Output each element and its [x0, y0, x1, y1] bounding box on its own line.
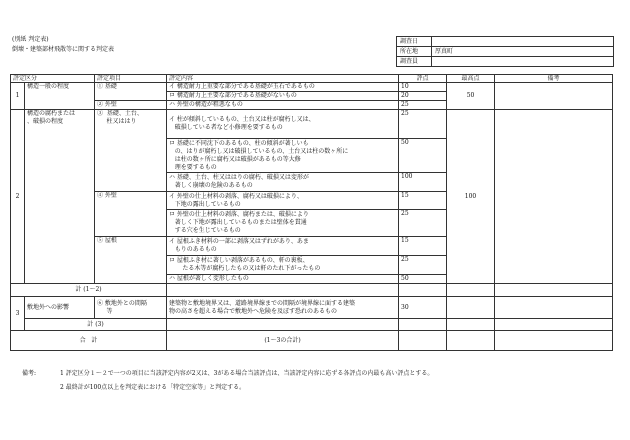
- total-label: 合 計: [11, 331, 167, 351]
- total-remarks[interactable]: [495, 331, 613, 351]
- header-score: 評点: [399, 75, 447, 83]
- header-row: [11, 75, 613, 83]
- section-number: 3: [11, 297, 25, 331]
- survey-info-table: [396, 36, 614, 67]
- section-number: 1: [11, 83, 25, 110]
- content-cell: イ 外壁の仕上材料の剥落、腐朽又は破損により、 下地の露出しているもの: [167, 192, 399, 210]
- survey-row-inspector: [397, 57, 614, 67]
- score-cell[interactable]: 10: [399, 83, 447, 92]
- content-cell: ロ 基礎に不同沈下のあるもの、柱の傾斜が著しいも の、はりが腐朽し又は破損しているもの、土台又は柱の数ヶ所に は柱の数ヶ所に腐朽又は破損があるもの等大修 理を要するもの: [167, 139, 399, 173]
- header-remarks: 備考: [495, 75, 613, 83]
- score-cell[interactable]: 25: [399, 210, 447, 237]
- subtotal-label: 計 (1～2): [11, 284, 167, 297]
- subtotal-max: [447, 319, 495, 331]
- remarks-cell[interactable]: [495, 297, 613, 319]
- score-cell[interactable]: 30: [399, 297, 447, 319]
- category-cell: 構造一般の程度: [25, 83, 95, 110]
- score-cell[interactable]: 100: [399, 173, 447, 192]
- item-cell: ⑥ 敷地外との間隔 等: [95, 297, 167, 319]
- max-score-cell: 50: [447, 83, 495, 110]
- content-cell: イ 構造耐力上重要な部分である基礎が玉石であるもの: [167, 83, 399, 92]
- score-cell[interactable]: 25: [399, 110, 447, 139]
- subtotal-content: [167, 284, 399, 297]
- survey-date-value[interactable]: [432, 37, 614, 47]
- score-cell[interactable]: 15: [399, 192, 447, 210]
- category-cell: 構造の腐朽または 、破損の程度: [25, 110, 95, 284]
- survey-inspector-label: 調査員: [397, 57, 432, 67]
- item-cell: ② 外壁: [95, 101, 167, 110]
- header-max: 最高点: [447, 75, 495, 83]
- survey-inspector-value[interactable]: [432, 57, 614, 67]
- subtotal-row: [11, 319, 613, 331]
- remarks-cell[interactable]: [495, 83, 613, 110]
- content-cell: ハ 基礎、土台、柱又ははりの腐朽、破損又は変形が 著しく崩壊の危険のあるもの: [167, 173, 399, 192]
- content-cell: ハ 外壁の構造が粗悪なもの: [167, 101, 399, 110]
- note-2: 2 最終計が100点以上を判定表における「特定空家等」と判定する。: [60, 384, 246, 391]
- content-cell: ロ 構造耐力上主要な部分である基礎がないもの: [167, 92, 399, 101]
- survey-location-label: 所在地: [397, 47, 432, 57]
- total-max: [447, 331, 495, 351]
- total-row: [11, 331, 613, 351]
- total-note: (1～3の合計): [167, 331, 399, 351]
- subtotal-content: [167, 319, 399, 331]
- remarks-cell[interactable]: [495, 110, 613, 284]
- content-cell: ロ 屋根ふき材に著しい剥落があるもの、軒の裏板、 たる木等が腐朽したもの又は軒のたれ下がったもの: [167, 256, 399, 275]
- content-cell: ハ 屋根が著しく変形したもの: [167, 275, 399, 284]
- survey-row-date: [397, 37, 614, 47]
- notes-label: 備考:: [22, 370, 37, 377]
- subtotal-max: [447, 284, 495, 297]
- subtotal-score[interactable]: [399, 284, 447, 297]
- content-cell: ロ 外壁の仕上材料の剥落、腐朽または、破損により 著しく下地が露出しているものまたは壁体を貫通 する穴を生じているもの: [167, 210, 399, 237]
- score-cell[interactable]: 25: [399, 256, 447, 275]
- header-category: 評定区分: [11, 75, 95, 83]
- table-row: [11, 297, 613, 319]
- category-cell: 敷地外への影響: [25, 297, 95, 319]
- max-score-cell: 100: [447, 110, 495, 284]
- item-cell: ⑤ 屋根: [95, 237, 167, 284]
- content-cell: イ 柱が傾斜しているもの、土台又は柱が腐朽し又は、 破損している者など小修理を要するもの: [167, 110, 399, 139]
- max-score-cell: [447, 297, 495, 319]
- table-row: [11, 110, 613, 139]
- survey-row-location: [397, 47, 614, 57]
- section-number: 2: [11, 110, 25, 284]
- assessment-table: [10, 74, 613, 351]
- document-title: 倒壊・建築部材飛散等に関する判定表: [12, 46, 115, 53]
- score-cell[interactable]: 15: [399, 237, 447, 256]
- score-cell[interactable]: 50: [399, 139, 447, 173]
- table-row: [11, 83, 613, 92]
- content-cell: イ 屋根ふき材料の一部に剥落又はずれがあり、あま もりのあるもの: [167, 237, 399, 256]
- total-score[interactable]: [399, 331, 447, 351]
- subtotal-remarks[interactable]: [495, 284, 613, 297]
- header-item: 評定項目: [95, 75, 167, 83]
- header-content: 評定内容: [167, 75, 399, 83]
- subtotal-remarks[interactable]: [495, 319, 613, 331]
- item-cell: ③ 基礎、土台、 柱又ははり: [95, 110, 167, 192]
- subtotal-row: [11, 284, 613, 297]
- survey-date-label: 調査日: [397, 37, 432, 47]
- item-cell: ① 基礎: [95, 83, 167, 101]
- item-cell: ④ 外壁: [95, 192, 167, 237]
- content-cell: 建築物と敷地境界又は、道路境界線までの間隔が境界線に面する建築 物の高さを超える場合で敷地外へ危険を及ぼす恐れのあるもの: [167, 297, 399, 319]
- subtotal-score[interactable]: [399, 319, 447, 331]
- score-cell[interactable]: 25: [399, 101, 447, 110]
- form-label: (別紙 判定表): [12, 36, 49, 43]
- score-cell[interactable]: 50: [399, 275, 447, 284]
- subtotal-label: 計 (3): [25, 319, 167, 331]
- note-1: 1 評定区分１～２で一つの項目に当該評定内容が2又は、3がある場合当該評点は、当該評定内容に応ずる各評点の内最も高い評点とする。: [60, 370, 434, 377]
- survey-location-value[interactable]: 厚真町: [432, 47, 614, 57]
- score-cell[interactable]: 20: [399, 92, 447, 101]
